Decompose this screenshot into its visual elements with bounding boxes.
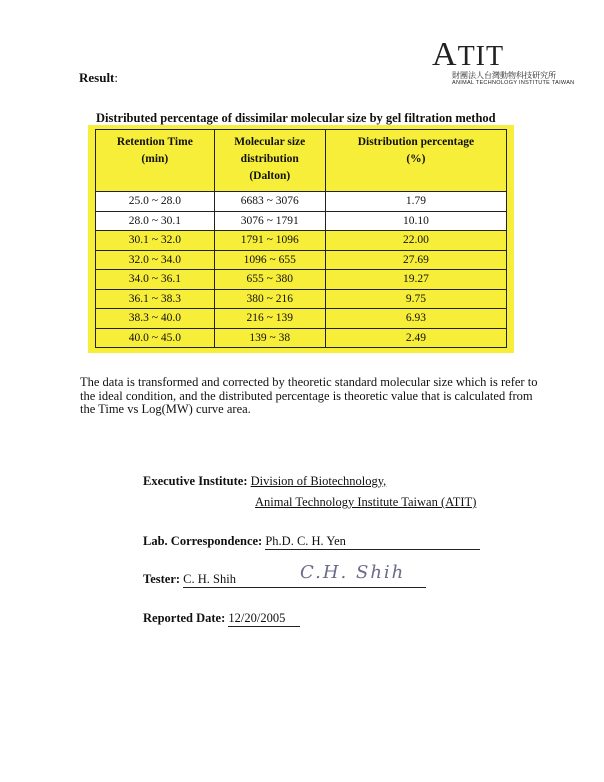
cell-pct: 27.69 [325, 250, 506, 270]
logo-chinese-name: 財團法人台灣動物科技研究所 [452, 71, 556, 80]
cell-pct: 2.49 [325, 328, 506, 348]
table-row [96, 250, 507, 270]
logo-mark-tit: TIT [457, 41, 505, 72]
cell-size: 3076 ~ 1791 [214, 211, 325, 231]
lab-correspondence-underline [265, 534, 480, 550]
executive-institute-label: Executive Institute: [143, 474, 248, 488]
header-molecular-size [214, 130, 325, 192]
header-distribution-line1: Distribution percentage [357, 136, 475, 148]
lab-correspondence-value: Ph.D. C. H. Yen [265, 534, 346, 548]
cell-size: 380 ~ 216 [214, 289, 325, 309]
table-header-row [96, 130, 507, 192]
header-retention-time-line2: (min) [141, 153, 169, 165]
table-title: Distributed percentage of dissimilar molecular size by gel filtration method [96, 111, 496, 125]
handwritten-signature: C.H. Shih [300, 562, 406, 583]
cell-size: 1791 ~ 1096 [214, 231, 325, 251]
tester-value: C. H. Shih [183, 572, 236, 586]
table-row [96, 270, 507, 290]
table-row [96, 231, 507, 251]
cell-time: 38.3 ~ 40.0 [96, 309, 215, 329]
header-distribution-line2: (%) [406, 153, 426, 165]
executive-institute-line [143, 474, 386, 489]
cell-size: 6683 ~ 3076 [214, 192, 325, 212]
reported-date-underline [228, 611, 300, 627]
cell-time: 32.0 ~ 34.0 [96, 250, 215, 270]
cell-time: 28.0 ~ 30.1 [96, 211, 215, 231]
table-row [96, 192, 507, 212]
cell-time: 36.1 ~ 38.3 [96, 289, 215, 309]
reported-date-value: 12/20/2005 [228, 611, 286, 625]
header-molecular-size-line2: distribution [240, 153, 299, 165]
result-label-colon: : [114, 70, 119, 85]
cell-pct: 10.10 [325, 211, 506, 231]
cell-size: 139 ~ 38 [214, 328, 325, 348]
result-label [79, 70, 118, 86]
table-row [96, 328, 507, 348]
header-retention-time-line1: Retention Time [116, 136, 193, 148]
executive-institute-value: Division of Biotechnology, [250, 474, 387, 488]
cell-pct: 6.93 [325, 309, 506, 329]
header-distribution-percentage [325, 130, 506, 192]
table-row [96, 309, 507, 329]
cell-pct: 22.00 [325, 231, 506, 251]
atit-logo-mark [432, 36, 504, 74]
table-row [96, 289, 507, 309]
cell-size: 216 ~ 139 [214, 309, 325, 329]
executive-institute-value-2: Animal Technology Institute Taiwan (ATIT) [255, 495, 477, 509]
header-molecular-size-line3: (Dalton) [249, 170, 291, 182]
atit-logo [432, 36, 592, 86]
cell-time: 40.0 ~ 45.0 [96, 328, 215, 348]
result-label-text: Result [79, 70, 115, 85]
cell-pct: 1.79 [325, 192, 506, 212]
executive-institute-line-2 [255, 495, 476, 510]
cell-time: 34.0 ~ 36.1 [96, 270, 215, 290]
cell-size: 655 ~ 380 [214, 270, 325, 290]
cell-size: 1096 ~ 655 [214, 250, 325, 270]
reported-date-label: Reported Date: [143, 611, 226, 625]
logo-mark-a: A [432, 36, 458, 73]
lab-correspondence-label: Lab. Correspondence: [143, 534, 263, 548]
cell-time: 30.1 ~ 32.0 [96, 231, 215, 251]
methodology-note: The data is transformed and corrected by theoretic standard molecular size which is refer to the ideal condition, and the distributed percentage is theoretic value that is calculated from the Time vs Log(MW) curve area. [80, 375, 538, 416]
lab-correspondence-line [143, 534, 480, 550]
tester-label: Tester: [143, 572, 181, 586]
header-molecular-size-line1: Molecular size [234, 136, 306, 148]
cell-time: 25.0 ~ 28.0 [96, 192, 215, 212]
table-row [96, 211, 507, 231]
cell-pct: 19.27 [325, 270, 506, 290]
distribution-table [95, 129, 507, 348]
cell-pct: 9.75 [325, 289, 506, 309]
header-retention-time [96, 130, 215, 192]
reported-date-line [143, 611, 300, 627]
logo-english-name: ANIMAL TECHNOLOGY INSTITUTE TAIWAN [452, 80, 575, 86]
